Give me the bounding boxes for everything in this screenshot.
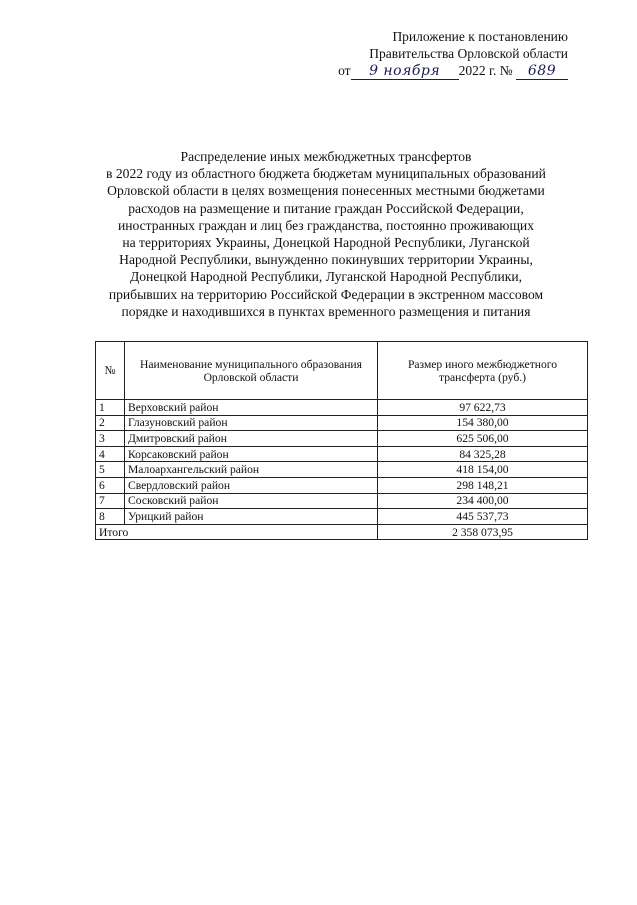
title-line: Донецкой Народной Республики, Луганской Народной Республики, bbox=[129, 269, 523, 285]
row-number: 6 bbox=[96, 477, 125, 493]
header-municipality: Наименование муниципального образования Орловской области bbox=[125, 342, 378, 400]
title-line: Народной Республики, вынужденно покинувших территории Украины, bbox=[119, 252, 533, 268]
row-amount: 84 325,28 bbox=[378, 446, 588, 462]
header-number: № bbox=[96, 342, 125, 400]
title-line: расходов на размещение и питание граждан Российской Федерации, bbox=[128, 200, 524, 216]
row-municipality: Дмитровский район bbox=[125, 431, 378, 447]
handwritten-decree-number: 689 bbox=[516, 64, 568, 80]
total-amount: 2 358 073,95 bbox=[378, 524, 588, 540]
table-row bbox=[96, 446, 588, 462]
row-municipality: Верховский район bbox=[125, 400, 378, 416]
row-municipality: Свердловский район bbox=[125, 477, 378, 493]
table-row bbox=[96, 400, 588, 416]
total-label: Итого bbox=[96, 524, 378, 540]
date-prefix: от bbox=[338, 63, 351, 78]
transfers-table bbox=[95, 341, 588, 540]
title-line: Орловской области в целях возмещения понесенных местными бюджетами bbox=[107, 183, 545, 199]
handwritten-date: 9 ноября bbox=[351, 64, 459, 80]
row-amount: 298 148,21 bbox=[378, 477, 588, 493]
table-row bbox=[96, 477, 588, 493]
table-row bbox=[96, 462, 588, 478]
table-row bbox=[96, 493, 588, 509]
table-row bbox=[96, 415, 588, 431]
row-amount: 97 622,73 bbox=[378, 400, 588, 416]
header-transfer-amount: Размер иного межбюджетного трансферта (руб.) bbox=[378, 342, 588, 400]
table-total-row bbox=[96, 524, 588, 540]
appendix-line-2: Правительства Орловской области bbox=[369, 46, 568, 61]
row-amount: 234 400,00 bbox=[378, 493, 588, 509]
appendix-line-1: Приложение к постановлению bbox=[392, 29, 568, 44]
row-amount: 445 537,73 bbox=[378, 509, 588, 525]
table-row bbox=[96, 431, 588, 447]
row-amount: 154 380,00 bbox=[378, 415, 588, 431]
row-number: 5 bbox=[96, 462, 125, 478]
title-line: порядке и находившихся в пунктах временного размещения и питания bbox=[121, 303, 531, 319]
row-municipality: Урицкий район bbox=[125, 509, 378, 525]
date-suffix: 2022 г. № bbox=[458, 63, 513, 78]
table-header-row bbox=[96, 342, 588, 400]
row-number: 8 bbox=[96, 509, 125, 525]
document-title bbox=[75, 148, 577, 320]
title-line: прибывших на территорию Российской Федерации в экстренном массовом bbox=[108, 286, 544, 302]
row-number: 2 bbox=[96, 415, 125, 431]
row-number: 3 bbox=[96, 431, 125, 447]
row-number: 4 bbox=[96, 446, 125, 462]
row-number: 7 bbox=[96, 493, 125, 509]
decree-date-line bbox=[330, 62, 620, 80]
title-line: Распределение иных межбюджетных трансфертов bbox=[180, 149, 472, 164]
title-line: в 2022 году из областного бюджета бюджетам муниципальных образований bbox=[106, 166, 546, 182]
row-municipality: Малоархангельский район bbox=[125, 462, 378, 478]
table-row bbox=[96, 509, 588, 525]
title-line: на территориях Украины, Донецкой Народной Республики, Луганской bbox=[122, 235, 530, 251]
row-municipality: Корсаковский район bbox=[125, 446, 378, 462]
row-municipality: Сосковский район bbox=[125, 493, 378, 509]
row-number: 1 bbox=[96, 400, 125, 416]
row-municipality: Глазуновский район bbox=[125, 415, 378, 431]
row-amount: 625 506,00 bbox=[378, 431, 588, 447]
row-amount: 418 154,00 bbox=[378, 462, 588, 478]
appendix-header bbox=[330, 28, 620, 80]
title-line: иностранных граждан и лиц без гражданства, постоянно проживающих bbox=[117, 217, 535, 233]
